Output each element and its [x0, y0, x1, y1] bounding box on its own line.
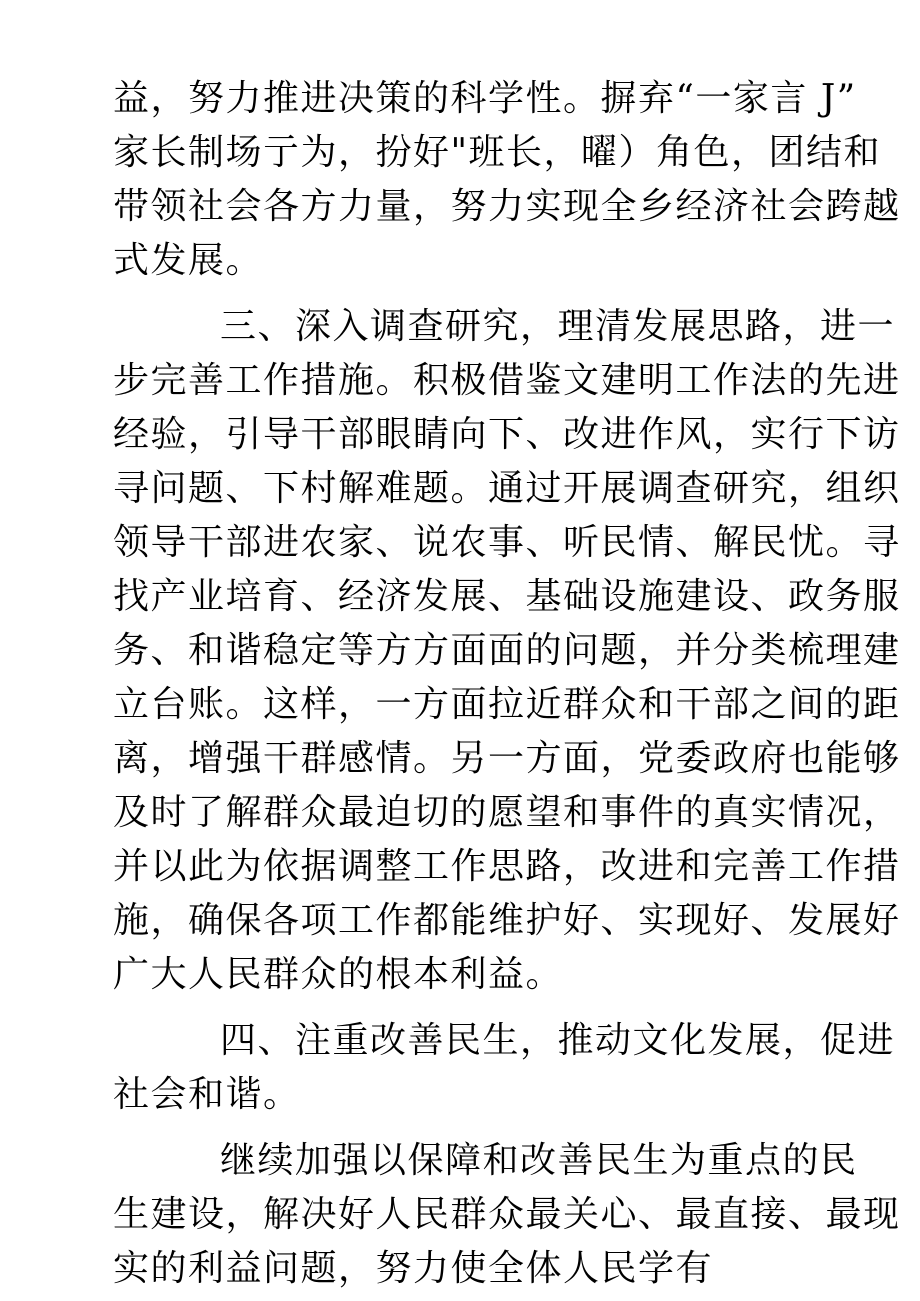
paragraph-4-line-3: 实的利益问题，努力使全体人民学有 [113, 1248, 714, 1289]
paragraph-1-line-1: 益，努力推进决策的科学性。摒弃“一家言 J” [113, 78, 857, 119]
paragraph-2-line-6: 找产业培育、经济发展、基础设施建设、政务服 [113, 576, 901, 617]
paragraph-2-line-7: 务、和谐稳定等方方面面的问题，并分类梳理建 [113, 630, 901, 671]
paragraph-4-line-2: 生建设，解决好人民群众最关心、最直接、最现 [113, 1194, 901, 1235]
paragraph-1-line-2: 家长制场亍为，扮好"班长，曜）角色，团结和 [113, 132, 882, 173]
paragraph-2-line-3: 经验，引导干部眼睛向下、改进作风，实行下访 [113, 414, 901, 455]
paragraph-2-line-4: 寻问题、下村解难题。通过开展调查研究，组织 [113, 468, 901, 509]
paragraph-1-line-3: 带领社会各方力量，努力实现全乡经济社会跨越 [113, 186, 901, 227]
paragraph-3-line-2: 社会和谐。 [113, 1074, 301, 1115]
paragraph-3-line-1: 四、注重改善民生，推动文化发展，促进 [220, 1020, 896, 1061]
paragraph-1-line-4: 式发展。 [113, 240, 264, 281]
paragraph-2-line-11: 并以此为依据调整工作思路，改进和完善工作措 [113, 846, 901, 887]
paragraph-2-line-8: 立台账。这样，一方面拉近群众和干部之间的距 [113, 684, 901, 725]
paragraph-2-line-10: 及时了解群众最迫切的愿望和事件的真实情况， [113, 792, 901, 833]
paragraph-2-line-13: 广大人民群众的根本利益。 [113, 954, 564, 995]
paragraph-4-line-1: 继续加强以保障和改善民生为重点的民 [220, 1140, 858, 1181]
paragraph-2-line-12: 施，确保各项工作都能维护好、实现好、发展好 [113, 900, 901, 941]
paragraph-2-line-1: 三、深入调查研究，理清发展思路，进一 [220, 306, 896, 347]
paragraph-2-line-5: 领导干部进农家、说农事、听民情、解民忧。寻 [113, 522, 901, 563]
paragraph-2-line-9: 离，增强干群感情。另一方面，党委政府也能够 [113, 738, 901, 779]
document-body [113, 72, 901, 1296]
paragraph-2-line-2: 步完善工作措施。积极借鉴文建明工作法的先进 [113, 360, 901, 401]
